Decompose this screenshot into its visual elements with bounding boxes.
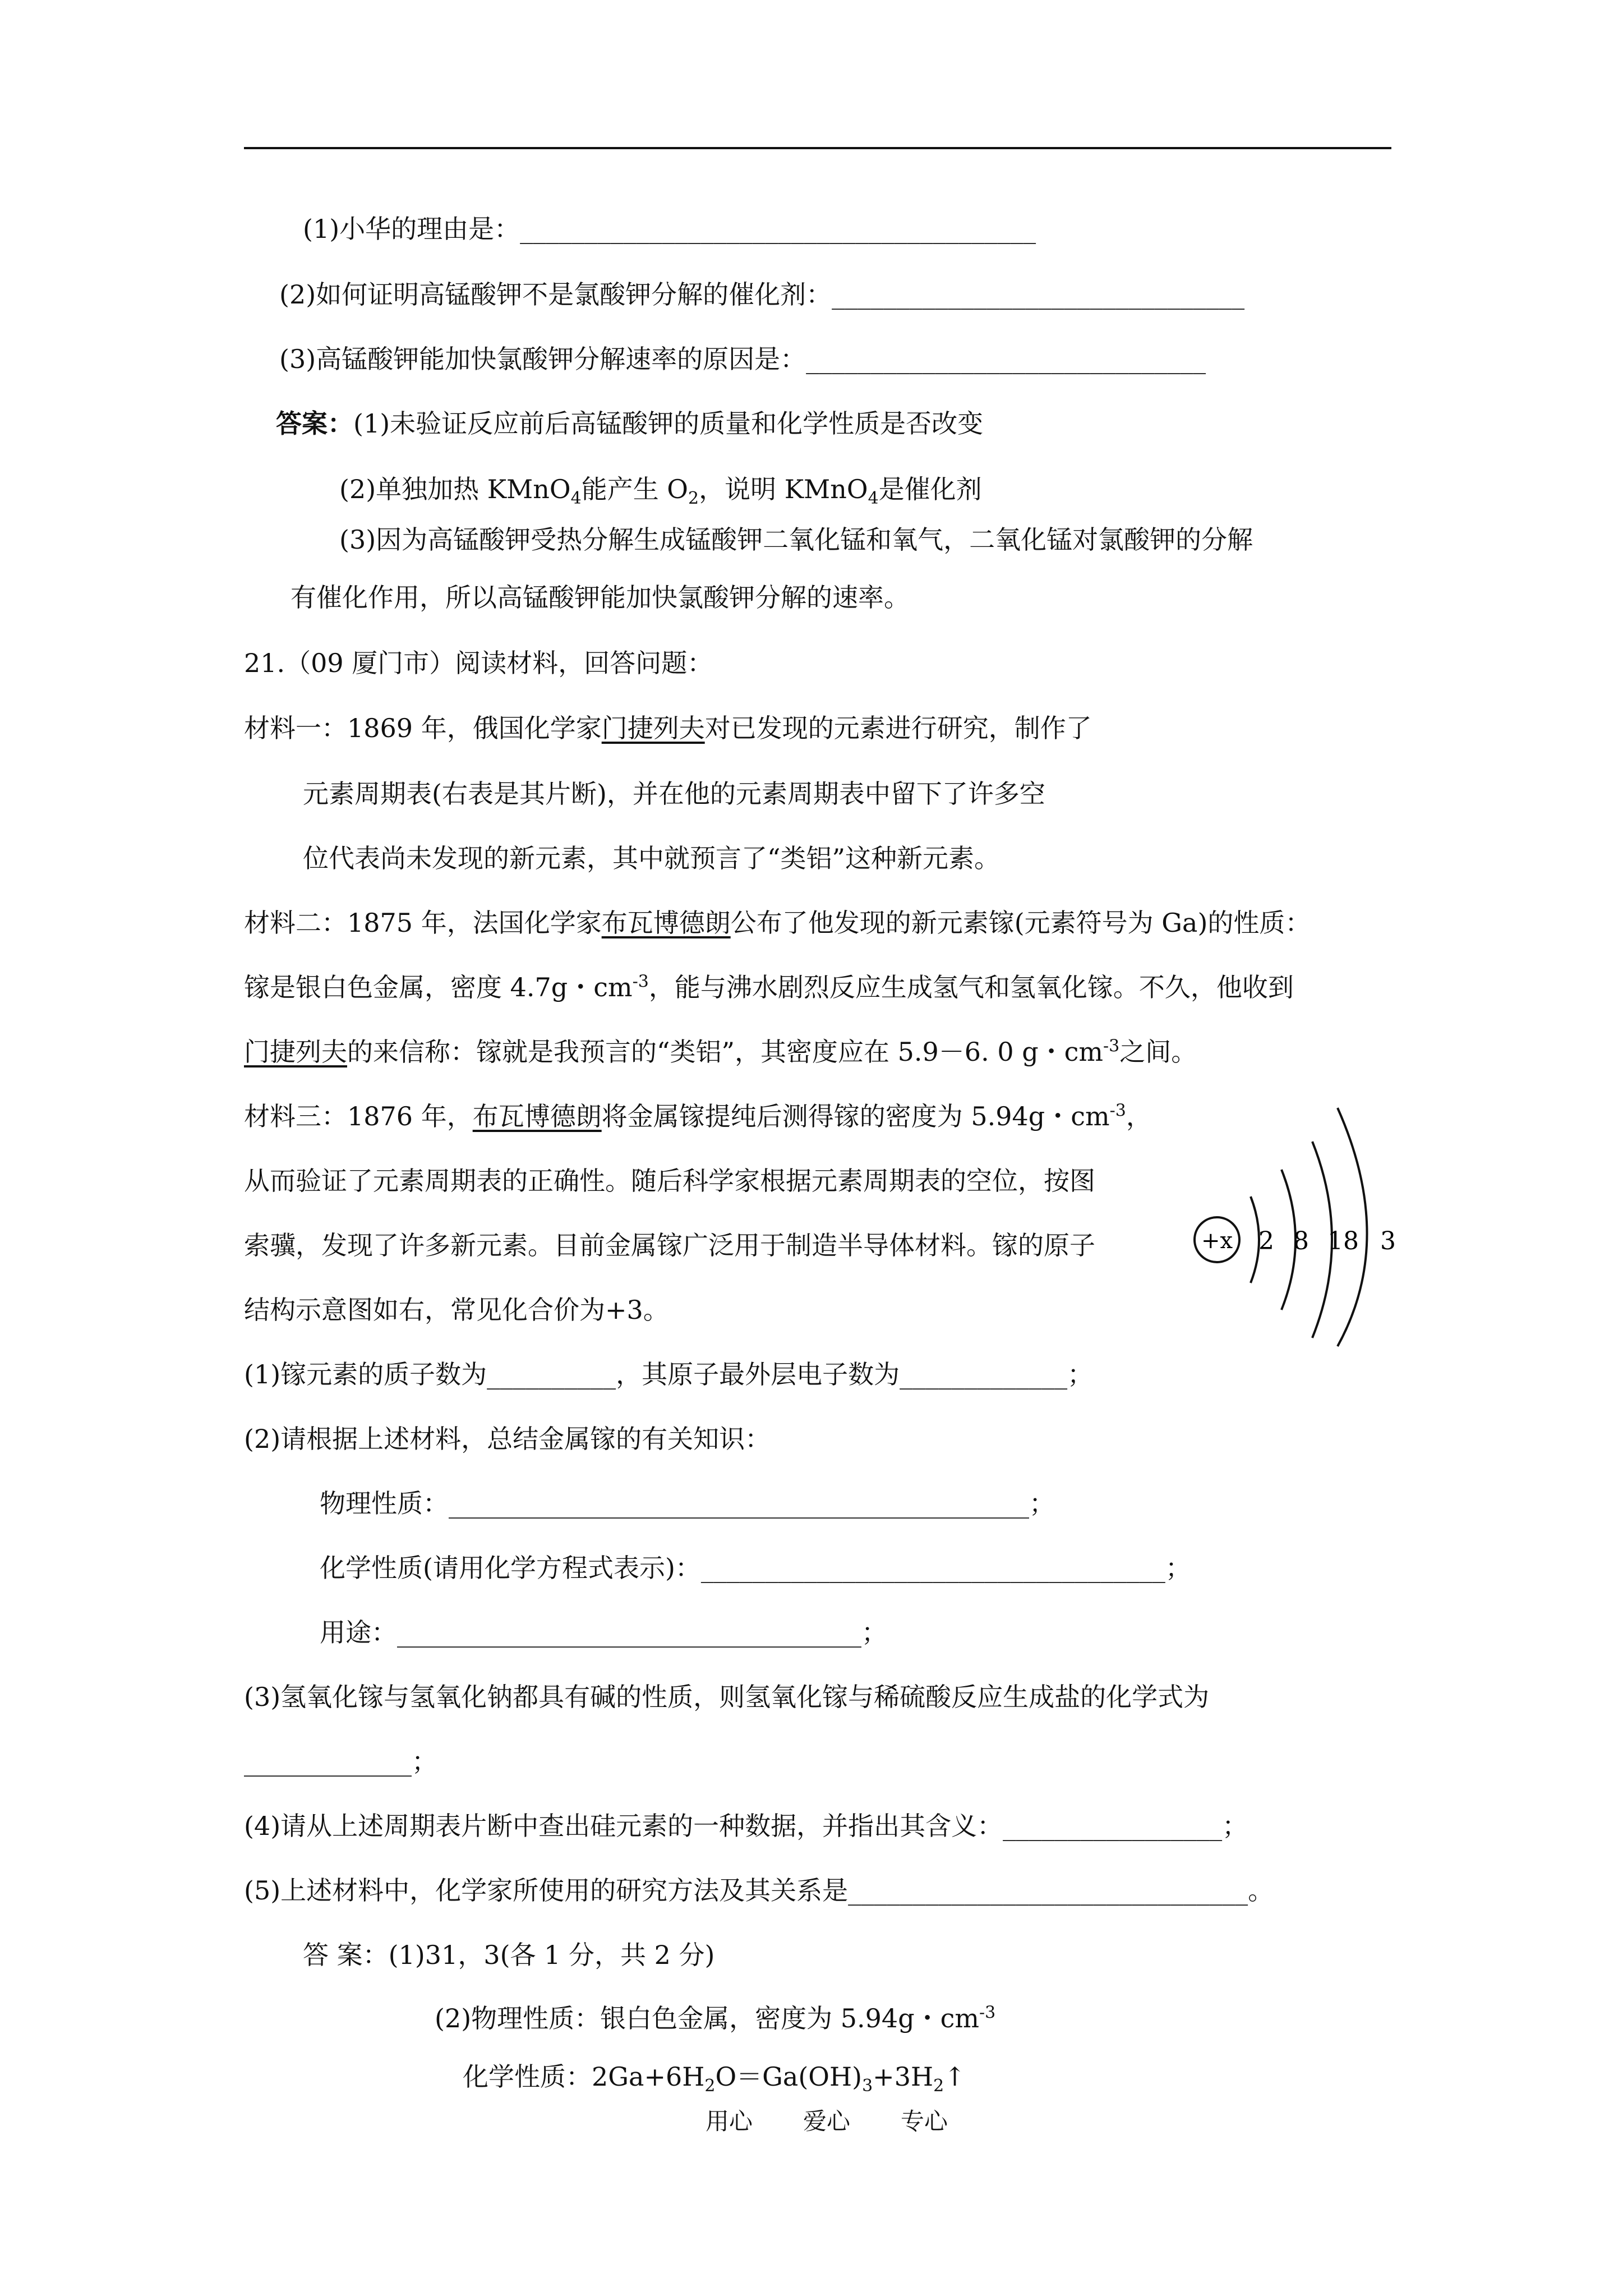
material-3-line2: 从而验证了元素周期表的正确性。随后科学家根据元素周期表的空位，按图 <box>244 1166 1095 1196</box>
superscript: -3 <box>979 2003 996 2023</box>
shell-electron-count: 8 <box>1293 1227 1309 1255</box>
underlined-name: 门捷列夫 <box>601 713 705 743</box>
material-1-line3: 位代表尚未发现的新元素，其中就预言了“类铝”这种新元素。 <box>303 843 1000 873</box>
text: 之间。 <box>1119 1037 1197 1067</box>
text: +3H <box>873 2062 934 2092</box>
text: 的来信称：镓就是我预言的“类铝”，其密度应在 5.9－6. 0 g・cm <box>347 1037 1104 1067</box>
text: 材料二：1875 年，法国化学家 <box>244 908 602 938</box>
underlined-name: 布瓦博德朗 <box>472 1101 602 1131</box>
q21-sub4: (4)请从上述周期表片断中查出硅元素的一种数据，并指出其含义：_________________； <box>244 1811 1248 1841</box>
q20-sub3: (3)高锰酸钾能加快氯酸钾分解速率的原因是：_______________________________ <box>279 344 1206 374</box>
underlined-name: 布瓦博德朗 <box>601 908 731 938</box>
text: ，能与沸水剧烈反应生成氢气和氢氧化镓。不久，他收到 <box>648 972 1294 1002</box>
q21-sub5: (5)上述材料中，化学家所使用的研究方法及其关系是_______________________________。 <box>244 1875 1274 1906</box>
text: (2)物理性质：银白色金属，密度为 5.94g・cm <box>435 2003 980 2033</box>
text: (2)单独加热 KMnO <box>339 474 571 504</box>
q21-sub3-line2: _____________； <box>244 1746 437 1777</box>
answer-label: 答 案： <box>303 1940 389 1970</box>
q21-answer-1 <box>303 1938 715 1972</box>
q21-sub2-physical: 物理性质：_____________________________________________； <box>320 1488 1055 1519</box>
text: 材料三：1876 年， <box>244 1101 473 1131</box>
q21-sub3-line1: (3)氢氧化镓与氢氧化钠都具有碱的性质，则氢氧化镓与稀硫酸反应生成盐的化学式为 <box>244 1682 1210 1712</box>
subscript: 4 <box>868 489 879 509</box>
text: 化学性质：2Ga+6H <box>463 2062 705 2092</box>
q20-answer-2 <box>339 472 982 509</box>
shell-electron-count: 18 <box>1327 1227 1359 1255</box>
q20-answer-1 <box>276 407 983 440</box>
q21-sub1: (1)镓元素的质子数为__________，其原子最外层电子数为_____________； <box>244 1359 1094 1389</box>
q20-sub1: (1)小华的理由是：________________________________________ <box>303 214 1036 244</box>
superscript: -3 <box>1103 1036 1120 1056</box>
material-2-line2 <box>244 970 1294 1004</box>
nucleus-charge: +x <box>1201 1228 1233 1254</box>
material-1-line2: 元素周期表(右表是其片断)，并在他的元素周期表中留下了许多空 <box>303 779 1045 809</box>
page-footer <box>706 2106 948 2137</box>
electron-shell-arc <box>1251 1197 1259 1283</box>
text: 公布了他发现的新元素镓(元素符号为 Ga)的性质： <box>730 908 1311 938</box>
text: ↑ <box>944 2062 966 2092</box>
q20-answer-3-line2: 有催化作用，所以高锰酸钾能加快氯酸钾分解的速率。 <box>291 582 910 613</box>
q21-title: 21.（09 厦门市）阅读材料，回答问题： <box>244 648 713 678</box>
header-rule <box>244 147 1391 149</box>
material-3-line4: 结构示意图如右，常见化合价为+3。 <box>244 1295 669 1325</box>
answer-label: 答案： <box>276 408 353 439</box>
subscript: 2 <box>933 2076 944 2096</box>
q21-sub2-use: 用途：____________________________________； <box>320 1617 887 1648</box>
material-2-line1 <box>244 906 1311 940</box>
subscript: 4 <box>570 489 582 509</box>
text: 镓是银白色金属，密度 4.7g・cm <box>244 972 633 1002</box>
text: 对已发现的元素进行研究，制作了 <box>704 713 1092 743</box>
text: ， <box>1126 1101 1152 1131</box>
underlined-name: 门捷列夫 <box>244 1037 347 1067</box>
footer-word: 专心 <box>901 2108 948 2135</box>
q21-sub2-chemical: 化学性质(请用化学方程式表示)：____________________________________； <box>320 1553 1191 1583</box>
text: ，说明 KMnO <box>699 474 868 504</box>
q20-sub2: (2)如何证明高锰酸钾不是氯酸钾分解的催化剂：________________________________ <box>279 279 1245 310</box>
text: O＝Ga(OH) <box>715 2062 863 2092</box>
text: 能产生 O <box>581 474 689 504</box>
subscript: 2 <box>704 2076 716 2096</box>
answer-text: (1)未验证反应前后高锰酸钾的质量和化学性质是否改变 <box>353 408 984 439</box>
footer-word: 爱心 <box>803 2108 851 2135</box>
subscript: 2 <box>688 489 699 509</box>
superscript: -3 <box>1109 1101 1126 1121</box>
text: 是催化剂 <box>878 474 982 504</box>
footer-word: 用心 <box>706 2108 753 2135</box>
shell-electron-count: 3 <box>1380 1227 1396 1255</box>
material-2-line3 <box>244 1035 1197 1069</box>
text: 材料一：1869 年，俄国化学家 <box>244 713 602 743</box>
subscript: 3 <box>862 2076 873 2096</box>
q21-answer-3 <box>463 2060 966 2096</box>
q21-sub2: (2)请根据上述材料，总结金属镓的有关知识： <box>244 1424 771 1454</box>
shell-electron-count: 2 <box>1258 1227 1274 1255</box>
answer-text: (1)31，3(各 1 分，共 2 分) <box>388 1940 715 1970</box>
q20-answer-3-line1: (3)因为高锰酸钾受热分解生成锰酸钾二氧化锰和氧气，二氧化锰对氯酸钾的分解 <box>339 524 1253 555</box>
q21-answer-2 <box>435 2001 995 2035</box>
gallium-atom-structure-diagram <box>1166 1097 1402 1349</box>
material-3-line3: 索骥，发现了许多新元素。目前金属镓广泛用于制造半导体材料。镓的原子 <box>244 1230 1095 1260</box>
material-1-line1 <box>244 711 1092 745</box>
superscript: -3 <box>632 972 649 992</box>
material-3-line1 <box>244 1099 1152 1133</box>
text: 将金属镓提纯后测得镓的密度为 5.94g・cm <box>601 1101 1110 1131</box>
